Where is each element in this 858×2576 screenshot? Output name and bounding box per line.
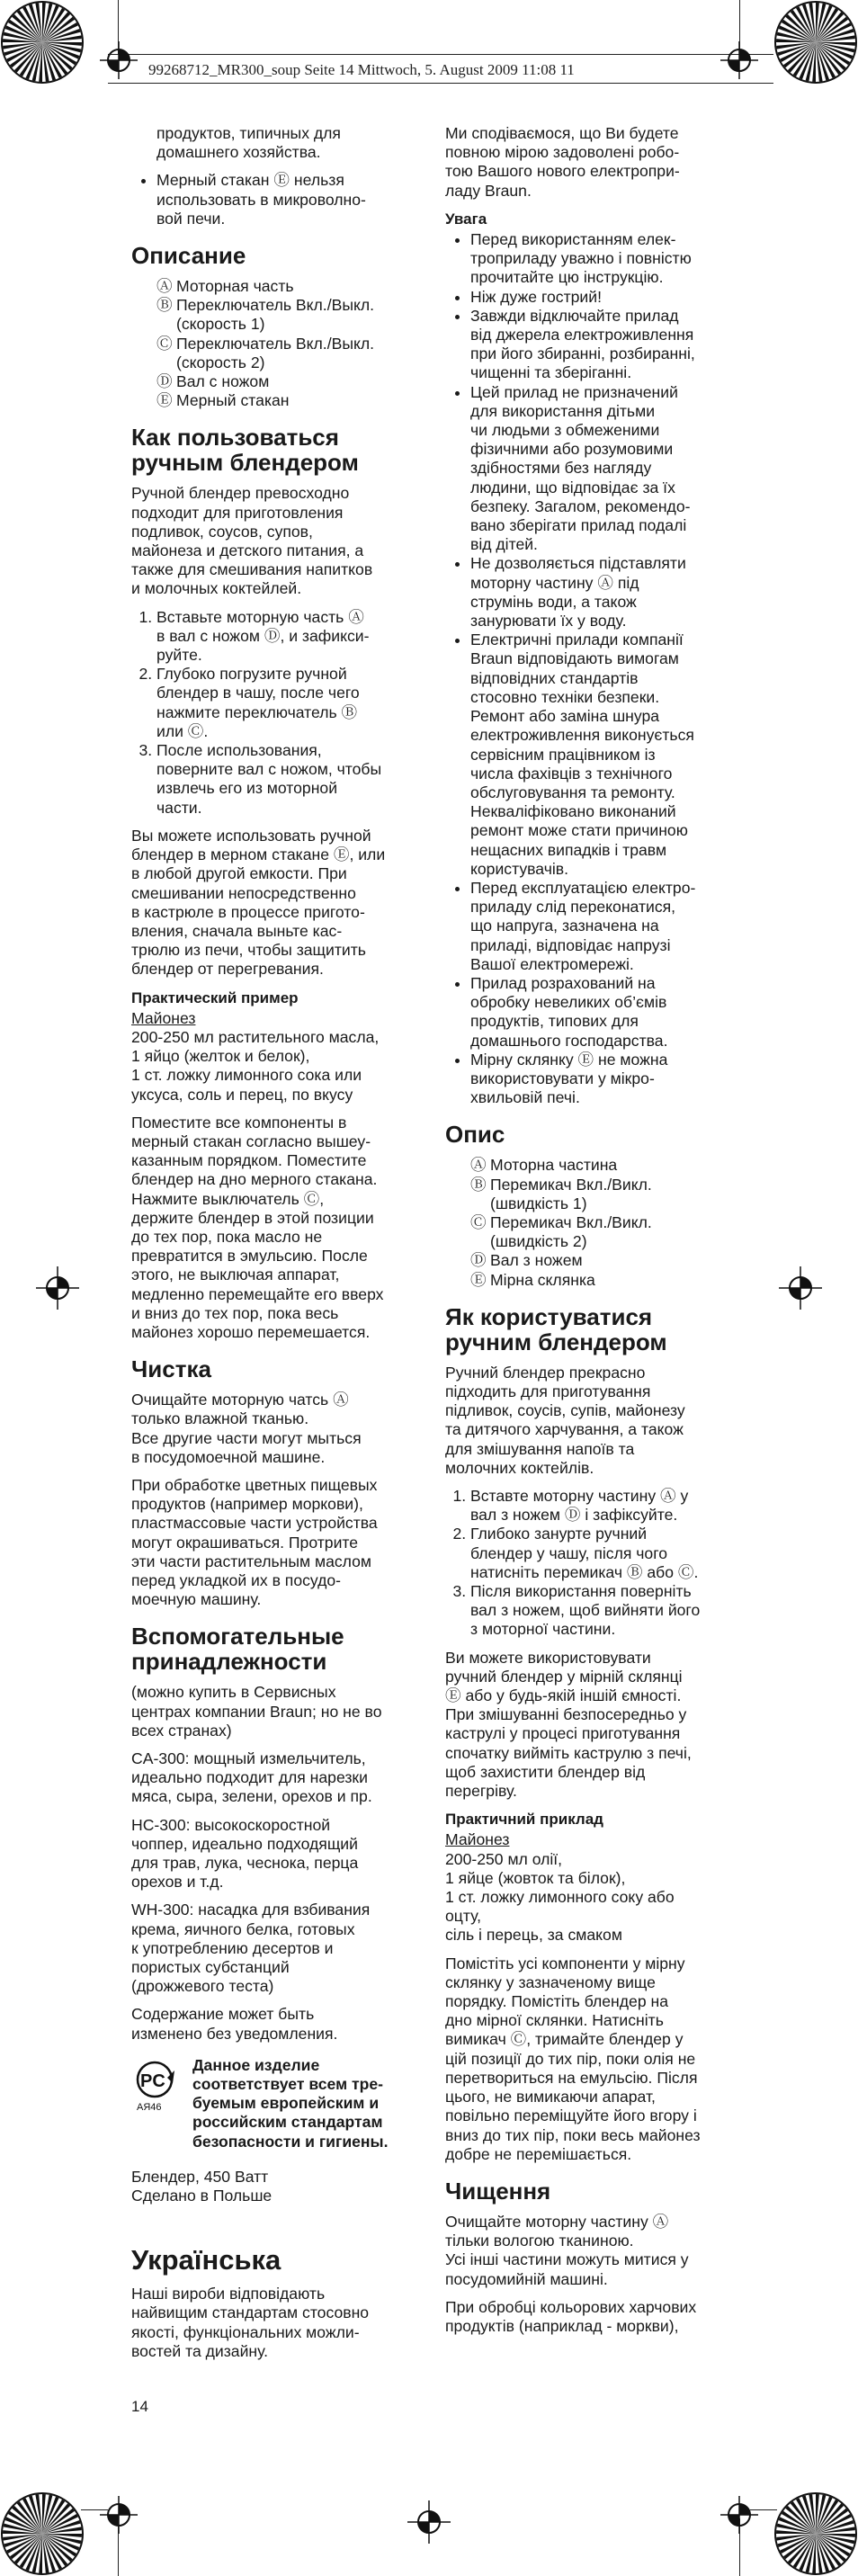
certification-block [131,2056,414,2151]
registration-crosshair-bottom-center-icon [407,2500,451,2544]
print-slug-header: 99268712_MR300_soup Seite 14 Mittwoch, 5. August 2009 11:08 11 [148,61,575,78]
cleaning-paragraph-2: При обработке цветных пищевых продуктов (например моркови), пластмассовые части устройства могут окрашиваться. Протрите эти части растительным маслом перед укладкой их в посудо- моечную машину. [131,1475,378,1609]
example-heading-ukr: Практичний приклад [445,1811,603,1829]
list-item: Ⓔ Мірна склянка [470,1270,595,1289]
list-item: • Ніж дуже гострий! [470,288,728,307]
cup-warning-list [131,171,414,228]
ukrainian-intro: Наші вироби відповідають найвищим стандартам стосовно якості, функціональних можли- востей та дизайну. [131,2285,370,2360]
list-item: Ⓐ Моторная часть [156,277,294,296]
howto-intro-ukr: Ручний блендер прекрасно підходить для приготування підливок, соусів, супів, майонезу та дитячого харчування, а також для змішування напоїв та молочних коктейлів. [445,1363,685,1477]
list-item: • Не дозволяється підставляти моторну частину Ⓐ під струмінь води, а також занурювати їх у воду. [470,554,728,631]
warning-heading: Увага [445,210,487,228]
recipe-ingredients: 200-250 мл растительного масла, 1 яйцо (желток и белок), 1 ст. ложку лимонного сока или уксуса, соль и перец, по вкусу [131,1027,380,1104]
svg-text:PC: PC [140,2071,165,2091]
recipe-name-ukr: Майонез [445,1830,510,1849]
device-spec: Блендер, 450 Ватт Сделано в Польше [131,2167,273,2205]
recipe-name: Майонез [131,1008,196,1027]
slug-top-rule [108,54,773,55]
registration-starburst-bottom-left-icon [0,2491,85,2576]
list-item: Ⓐ Моторна частина [470,1156,618,1175]
registration-crosshair-top-right-icon [720,41,758,79]
accessory-hc300: HC-300: высокоскоростной чоппер, идеально подходящий для трав, лука, чеснока, перца орехов и т.д. [131,1815,359,1892]
list-item: • Прилад розрахований на обробку невеликих об’ємів продуктів, типових для домашнього господарства. [470,974,728,1051]
list-item: • Мірну склянку Ⓔ не можна використовувати у мікро- хвильовій печі. [470,1051,728,1108]
change-notice: Содержание может быть изменено без уведомления. [131,2005,338,2043]
accessory-wh300: WH-300: насадка для взбивания крема, яичного белка, готовых к употреблению десертов и пористых субстанций (дрожжевого теста) [131,1901,371,1996]
cleaning-paragraph-1: Очищайте моторную чатсь Ⓐ только влажной тканью. Все другие части могут мыться в посудомоечной машине. [131,1391,362,1466]
list-item: Ⓓ Вал с ножом [156,372,270,391]
list-item: • Перед експлуатацією електро- приладу слід переконатися, що напруга, зазначена на приладі, відповідає напрузі Вашої електромережі. [470,879,728,974]
list-item: Ⓑ Перемикач Вкл./Викл. (швидкість 1) [470,1175,652,1212]
howto-steps-ukr [445,1487,728,1640]
list-item: • Завжди відключайте прилад від джерела електроживлення при його збиранні, розбиранні, чищенні та зберіганні. [470,307,728,383]
howto-note-ukr: Ви можете використовувати ручний блендер у мірній склянці Ⓔ або у будь-якій іншій ємності. При змішуванні безпосередньо у каструлі у процесі приготування спочатку вийміть каструлю з печі, щоб захистити блендер від перегріву. [445,1648,692,1801]
page-number: 14 [131,2398,148,2415]
registration-starburst-bottom-right-icon [773,2491,858,2576]
section-heading-cleaning-ukr: Чищення [445,2177,551,2205]
registration-crosshair-bottom-left-icon [100,2496,138,2534]
list-item: 3. После использования, поверните вал с ножом, чтобы извлечь его из моторной части. [156,741,414,818]
accessories-intro: (можно купить в Сервисных центрах компании Braun; но не во всех странах) [131,1683,382,1740]
example-heading: Практический пример [131,988,299,1006]
section-heading-description: Описание [131,242,246,270]
list-item: Ⓓ Вал з ножем [470,1251,583,1270]
list-item: • Цей прилад не призначений для використання дітьми чи людьми з обмеженими фізичними або розумовими здібностями без нагляду людини, що відповідає за їх безпеку. Загалом, рекомендо- вано зберігати прилад подалі від дітей. [470,383,728,555]
list-item: Ⓑ Переключатель Вкл./Выкл. (скорость 1) [156,296,375,334]
section-heading-ukrainian: Українська [131,2244,282,2276]
registration-starburst-top-right-icon [773,0,858,85]
list-item: Ⓒ Переключатель Вкл./Выкл. (скорость 2) [156,334,375,371]
list-item: 1. Вставте моторну частину Ⓐ у вал з ножем Ⓓ і зафіксуйте. [470,1487,728,1525]
pct-certification-logo [131,2060,183,2118]
list-item: • Електричні прилади компанії Braun відповідають вимогам відповідних стандартів стосовно техніки безпеки. Ремонт або заміна шнура електроживлення виконується сервісним працівником із числа фахівців з технічного обслуговування та ремонту. Неквaліфіковано виконаний ремонт може стати причиною нещасних випадків і травм користувачів. [470,631,728,879]
registration-crosshair-bottom-right-icon [720,2496,758,2534]
list-item: 2. Глубоко погрузите ручной блендер в чашу, после чего нажмите переключатель Ⓑ или Ⓒ. [156,665,414,741]
right-column-ukrainian [445,124,728,2345]
recipe-method: Поместите все компоненты в мерный стакан согласно вышеу- казанным порядком. Поместите блендер на дно мерного стакана. Нажмите выключатель Ⓒ, держите блендер в этой позиции до тех пор, пока масло не превратится в эмульсию. После этого, не выключая аппарат, медленно перемещайте его вверх и вниз до тех пор, пока весь майонез хорошо перемешается. [131,1113,384,1341]
certification-text: Данное изделие соответствует всем тре- буемым европейским и российским стандартам безопасности и гигиены. [192,2055,389,2151]
warning-list [445,230,728,1107]
cleaning-paragraph-1-ukr: Очищайте моторну частину Ⓐ тільки вологою тканиною. Усі інші частини можуть митися у посудомийній машині. [445,2212,689,2288]
list-item: 1. Вставьте моторную часть Ⓐ в вал с ножом Ⓓ, и зафикси- руйте. [156,608,414,666]
list-item: Ⓒ Перемикач Вкл./Викл. (швидкість 2) [470,1212,652,1251]
svg-text:АЯ46: АЯ46 [137,2101,162,2113]
howto-note: Вы можете использовать ручной блендер в мерном стакане Ⓔ, или в любой другой емкости. При смешивании непосредственно в кастрюле в процессе пригото- вления, сначала выньте кас- трюлю из печи, чтобы защитить блендер от перегревания. [131,826,386,979]
howto-intro: Ручной блендер превосходно подходит для приготовления подливок, соусов, супов, майонеза и детского питания, а также для смешивания напитков и молочных коктейлей. [131,484,373,598]
ukr-intro-continuation: Ми сподіваємося, що Ви будете повною мірою задоволені робо- тою Вашого нового електропри- ладу Braun. [445,124,680,200]
registration-crosshair-top-left-icon [100,41,138,79]
section-heading-accessories: Вспомогательные принадлежности [131,1623,344,1676]
recipe-method-ukr: Помістіть усі компоненти у мірну склянку у зазначеному вище порядку. Помістіть блендер на дно мірної склянки. Натисніть вимикач Ⓒ, тримайте блендер у цій позиції до тих пір, поки олія не перетвориться на емульсію. Після цього, не вимикаючи апарат, повільно переміщуйте його вгору і вниз до тих пір, поки весь майонез добре не перемішається. [445,1954,701,2163]
section-heading-howto: Как пользоваться ручным блендером [131,424,359,477]
section-heading-howto-ukr: Як користуватися ручним блендером [445,1302,667,1355]
left-column-russian [131,124,414,2370]
intro-continuation: продуктов, типичных для домашнего хозяйства. [156,124,341,162]
section-heading-description-ukr: Опис [445,1121,505,1149]
list-item: • Перед використанням елек- троприладу уважно і повністю прочитайте цю інструкцію. [470,230,728,288]
list-item: 2. Глибоко занурте ручний блендер у чашу, після чого натисніть перемикач Ⓑ або Ⓒ. [470,1525,728,1582]
recipe-ingredients-ukr: 200-250 мл олії, 1 яйце (жовток та білок), 1 ст. ложку лимонного соку або оцту, сіль і перець, за смаком [445,1849,675,1945]
registration-crosshair-mid-right-icon [779,1266,822,1310]
list-item: 3. Після використання поверніть вал з ножем, щоб вийняти його з моторної частини. [470,1582,728,1640]
parts-list [131,277,414,410]
registration-crosshair-mid-left-icon [36,1266,79,1310]
registration-starburst-top-left-icon [0,0,85,85]
section-heading-cleaning: Чистка [131,1355,211,1383]
howto-steps [131,608,414,818]
parts-list-ukr [445,1156,728,1289]
accessory-ca300: CA-300: мощный измельчитель, идеально подходит для нарезки мяса, сыра, зелени, орехов и пр. [131,1749,372,1806]
list-item: Ⓔ Мерный стакан [156,391,290,410]
list-item: • Мерный стакан Ⓔ нельзя использовать в микроволно- вой печи. [156,171,414,228]
cleaning-paragraph-2-ukr: При обробці кольорових харчових продуктів (наприклад - моркви), [445,2297,697,2335]
slug-bottom-rule [108,83,773,84]
